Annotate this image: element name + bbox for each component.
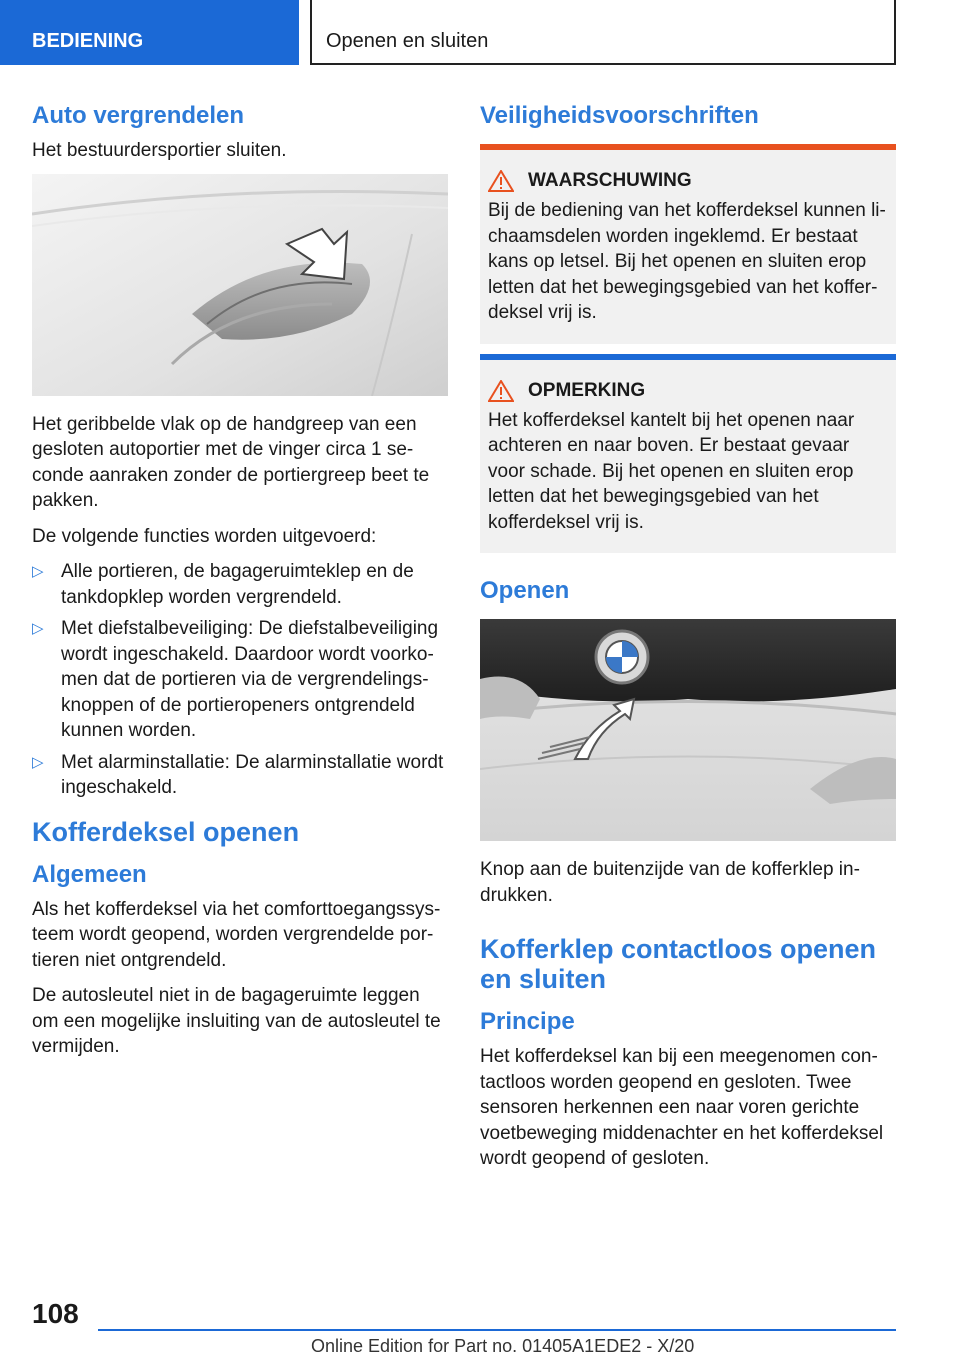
lock-functions-list xyxy=(32,559,448,801)
warning-label: WAARSCHUWING xyxy=(528,170,692,191)
footer-divider xyxy=(98,1329,896,1331)
lock-para2: De volgende functies worden uitgevoerd: xyxy=(32,525,377,547)
triangle-right-outline-icon: ▷ xyxy=(32,563,44,580)
header-section-tab xyxy=(0,0,299,65)
triangle-right-outline-icon: ▷ xyxy=(32,753,44,771)
trunk-title: Kofferdeksel openen xyxy=(32,816,300,847)
warning-triangle-icon xyxy=(488,170,514,192)
list-item xyxy=(32,616,448,744)
warning-text: Bij de bediening van het kofferdeksel kunnen li-chaamsdelen worden ingeklemd. Er bestaat kans op letsel. Bij het openen en sluiten erop letten dat het bewegingsgebied van het koffer-deksel vrij is. xyxy=(488,200,886,323)
principle-text: Het kofferdeksel kan bij een meegenomen con-tactloos worden geopend en gesloten. Twee sensoren herkennen een naar voren gerichte voetbeweging middenachter en het kofferdeksel wordt geopend of gesloten. xyxy=(480,1046,884,1169)
contactless-title: Kofferklep contactloos openen en sluiten xyxy=(480,934,877,994)
general-title: Algemeen xyxy=(32,860,147,888)
warning-triangle-icon xyxy=(488,380,514,402)
note-text: Het kofferdeksel kantelt bij het openen naar achteren en naar boven. Er bestaat gevaar voor schade. Bij het openen en sluiten erop letten dat het bewegingsgebied van het kofferdeksel vrij is. xyxy=(488,409,855,533)
right-column xyxy=(480,98,896,1182)
list-item xyxy=(32,559,448,610)
left-column xyxy=(32,98,448,1070)
lock-para1: Het geribbelde vlak op de handgreep van een gesloten autoportier met de vinger circa 1 se-conde aanraken zonder de portiergreep beet te pakken. xyxy=(32,413,430,511)
list-item-text: Met diefstalbeveiliging: De diefstalbeveiliging wordt ingeschakeld. Daardoor wordt voorko-men dat de portieren via de vergrendelings-knoppen of de portieropeners ontgrendeld kunnen worden. xyxy=(61,618,439,741)
note-label: OPMERKING xyxy=(528,379,646,401)
general-para2: De autosleutel niet in de bagageruimte leggen om een mogelijke insluiting van de autosleutel te vermijden. xyxy=(32,985,441,1057)
trunk-button-photo xyxy=(480,619,896,841)
note-box xyxy=(480,354,896,554)
header-chapter-label: Openen en sluiten xyxy=(326,30,489,52)
list-item xyxy=(32,750,448,801)
list-item-text: Met alarminstallatie: De alarminstallatie wordt ingeschakeld. xyxy=(61,751,444,798)
header-chapter-box xyxy=(310,0,896,65)
general-para1: Als het kofferdeksel via het comforttoegangssys-teem wordt geopend, worden vergrendelde por-tieren niet ontgrendeld. xyxy=(32,898,441,971)
door-handle-photo xyxy=(32,174,448,396)
lock-intro: Het bestuurdersportier sluiten. xyxy=(32,140,287,161)
triangle-right-outline-icon: ▷ xyxy=(32,620,44,637)
footer-edition: Online Edition for Part no. 01405A1EDE2 - X/20 xyxy=(311,1336,695,1356)
principle-title: Principe xyxy=(480,1008,575,1035)
list-item-text: Alle portieren, de bagageruimteklep en de tankdopklep worden vergrendeld. xyxy=(61,561,414,608)
lock-title: Auto vergrendelen xyxy=(32,102,245,129)
open-text: Knop aan de buitenzijde van de kofferklep in-drukken. xyxy=(480,859,860,906)
open-title: Openen xyxy=(480,577,570,604)
safety-title: Veiligheidsvoorschriften xyxy=(480,102,759,129)
page-number: 108 xyxy=(32,1298,79,1329)
warning-box xyxy=(480,144,896,344)
header-section-label: BEDIENING xyxy=(32,30,144,52)
